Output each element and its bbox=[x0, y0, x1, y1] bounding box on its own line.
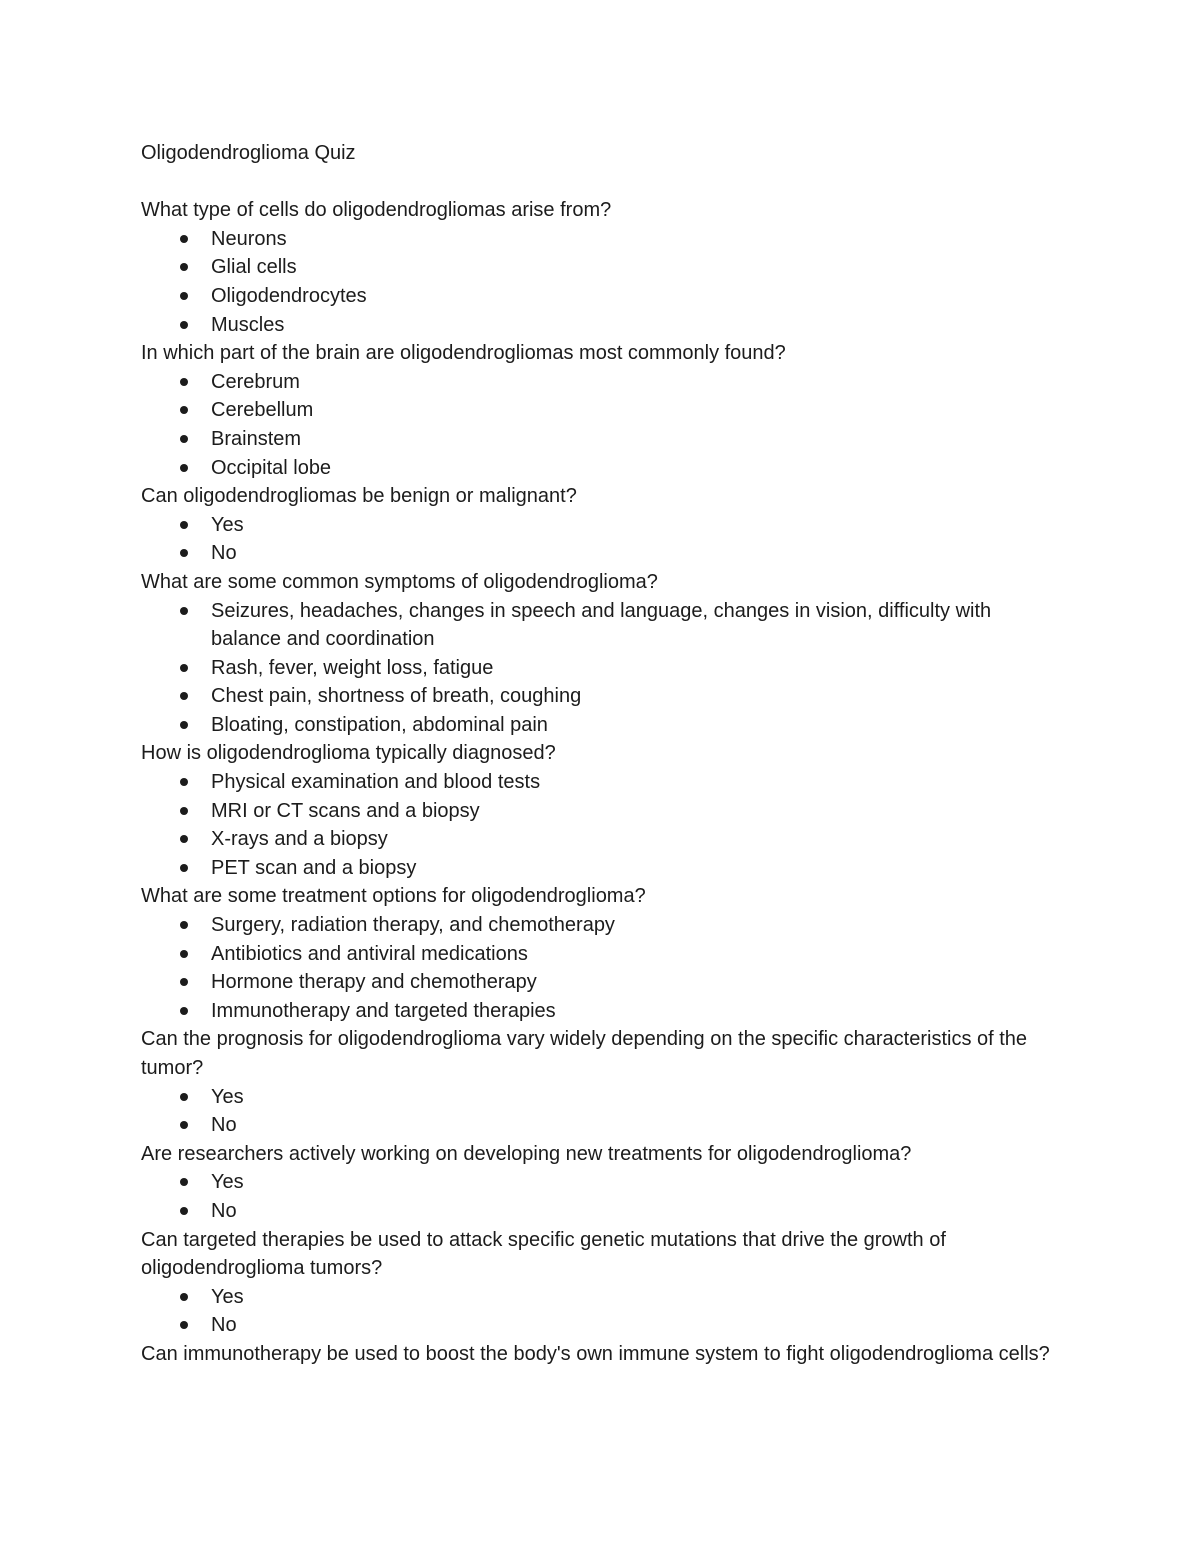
answer-option bbox=[211, 311, 1061, 340]
answer-option-label: X-rays and a biopsy bbox=[211, 828, 388, 851]
answer-option bbox=[211, 797, 1061, 826]
answer-option bbox=[211, 454, 1061, 483]
answer-option-label: Glial cells bbox=[211, 256, 297, 279]
answer-option bbox=[211, 1283, 1061, 1312]
question-5-options bbox=[141, 768, 1061, 882]
answer-option-label: Seizures, headaches, changes in speech and language, changes in vision, difficulty with balance and coordination bbox=[211, 599, 992, 651]
answer-option-label: Yes bbox=[211, 1285, 244, 1308]
bullet-icon bbox=[180, 549, 188, 557]
bullet-icon bbox=[180, 664, 188, 672]
question-8: Are researchers actively working on developing new treatments for oligodendroglioma? bbox=[141, 1142, 912, 1165]
question-3: Can oligodendrogliomas be benign or malignant? bbox=[141, 485, 577, 508]
question-8-options bbox=[141, 1168, 1061, 1225]
answer-option-label: Cerebellum bbox=[211, 399, 314, 422]
question-9: Can targeted therapies be used to attack specific genetic mutations that drive the growth of oligodendroglioma tumors? bbox=[141, 1228, 946, 1280]
bullet-icon bbox=[180, 235, 188, 243]
answer-option bbox=[211, 253, 1061, 282]
bullet-icon bbox=[180, 1293, 188, 1301]
answer-option bbox=[211, 1168, 1061, 1197]
bullet-icon bbox=[180, 864, 188, 872]
answer-option-label: Bloating, constipation, abdominal pain bbox=[211, 713, 548, 736]
answer-option-label: Surgery, radiation therapy, and chemotherapy bbox=[211, 914, 615, 937]
bullet-icon bbox=[180, 1321, 188, 1329]
bullet-icon bbox=[180, 1178, 188, 1186]
answer-option bbox=[211, 682, 1061, 711]
answer-option-label: Oligodendrocytes bbox=[211, 284, 367, 307]
answer-option-label: Immunotherapy and targeted therapies bbox=[211, 999, 556, 1022]
answer-option-label: No bbox=[211, 1199, 237, 1222]
answer-option-label: Rash, fever, weight loss, fatigue bbox=[211, 656, 494, 679]
bullet-icon bbox=[180, 406, 188, 414]
bullet-icon bbox=[180, 292, 188, 300]
bullet-icon bbox=[180, 464, 188, 472]
question-10: Can immunotherapy be used to boost the body's own immune system to fight oligodendroglioma cells? bbox=[141, 1342, 1050, 1365]
answer-option bbox=[211, 825, 1061, 854]
answer-option-label: No bbox=[211, 542, 237, 565]
question-2-options bbox=[141, 368, 1061, 482]
bullet-icon bbox=[180, 378, 188, 386]
question-3-options bbox=[141, 511, 1061, 568]
bullet-icon bbox=[180, 950, 188, 958]
bullet-icon bbox=[180, 1207, 188, 1215]
bullet-icon bbox=[180, 807, 188, 815]
answer-option bbox=[211, 511, 1061, 540]
answer-option-label: Brainstem bbox=[211, 427, 302, 450]
answer-option bbox=[211, 1197, 1061, 1226]
answer-option-label: Hormone therapy and chemotherapy bbox=[211, 971, 537, 994]
question-9-options bbox=[141, 1283, 1061, 1340]
question-7-options bbox=[141, 1083, 1061, 1140]
document-title: Oligodendroglioma Quiz bbox=[141, 142, 356, 164]
bullet-icon bbox=[180, 435, 188, 443]
bullet-icon bbox=[180, 721, 188, 729]
answer-option bbox=[211, 539, 1061, 568]
answer-option bbox=[211, 854, 1061, 883]
bullet-icon bbox=[180, 692, 188, 700]
answer-option bbox=[211, 940, 1061, 969]
bullet-icon bbox=[180, 321, 188, 329]
question-1-options bbox=[141, 225, 1061, 339]
answer-option-label: Yes bbox=[211, 1171, 244, 1194]
answer-option-label: Occipital lobe bbox=[211, 456, 332, 479]
answer-option-label: Muscles bbox=[211, 313, 285, 336]
answer-option bbox=[211, 225, 1061, 254]
quiz-body bbox=[141, 196, 1061, 1368]
answer-option-label: No bbox=[211, 1314, 237, 1337]
question-7: Can the prognosis for oligodendroglioma vary widely depending on the specific characteristics of the tumor? bbox=[141, 1028, 1028, 1079]
answer-option-label: PET scan and a biopsy bbox=[211, 856, 417, 879]
bullet-icon bbox=[180, 978, 188, 986]
answer-option-label: Cerebrum bbox=[211, 370, 300, 393]
bullet-icon bbox=[180, 835, 188, 843]
answer-option bbox=[211, 768, 1061, 797]
bullet-icon bbox=[180, 1093, 188, 1101]
answer-option bbox=[211, 425, 1061, 454]
answer-option-label: No bbox=[211, 1114, 237, 1137]
answer-option bbox=[211, 1083, 1061, 1112]
question-1: What type of cells do oligodendrogliomas arise from? bbox=[141, 199, 612, 222]
answer-option bbox=[211, 368, 1061, 397]
bullet-icon bbox=[180, 1007, 188, 1015]
answer-option-label: MRI or CT scans and a biopsy bbox=[211, 799, 480, 822]
answer-option bbox=[211, 911, 1061, 940]
answer-option-label: Yes bbox=[211, 513, 244, 536]
bullet-icon bbox=[180, 521, 188, 529]
bullet-icon bbox=[180, 921, 188, 929]
question-5: How is oligodendroglioma typically diagnosed? bbox=[141, 742, 556, 765]
answer-option-label: Antibiotics and antiviral medications bbox=[211, 942, 528, 965]
question-2: In which part of the brain are oligodendrogliomas most commonly found? bbox=[141, 342, 786, 365]
bullet-icon bbox=[180, 1121, 188, 1129]
answer-option bbox=[211, 1111, 1061, 1140]
answer-option-label: Chest pain, shortness of breath, coughing bbox=[211, 685, 582, 708]
question-6: What are some treatment options for oligodendroglioma? bbox=[141, 885, 646, 908]
answer-option-label: Neurons bbox=[211, 227, 287, 250]
answer-option-label: Yes bbox=[211, 1085, 244, 1108]
answer-option bbox=[211, 968, 1061, 997]
answer-option bbox=[211, 997, 1061, 1026]
answer-option bbox=[211, 597, 1061, 654]
answer-option bbox=[211, 396, 1061, 425]
answer-option-label: Physical examination and blood tests bbox=[211, 771, 541, 794]
question-4-options bbox=[141, 597, 1061, 740]
bullet-icon bbox=[180, 607, 188, 615]
answer-option bbox=[211, 654, 1061, 683]
question-4: What are some common symptoms of oligodendroglioma? bbox=[141, 570, 658, 593]
bullet-icon bbox=[180, 263, 188, 271]
question-6-options bbox=[141, 911, 1061, 1025]
answer-option bbox=[211, 711, 1061, 740]
answer-option bbox=[211, 1311, 1061, 1340]
bullet-icon bbox=[180, 778, 188, 786]
document-page bbox=[141, 139, 1061, 1369]
answer-option bbox=[211, 282, 1061, 311]
